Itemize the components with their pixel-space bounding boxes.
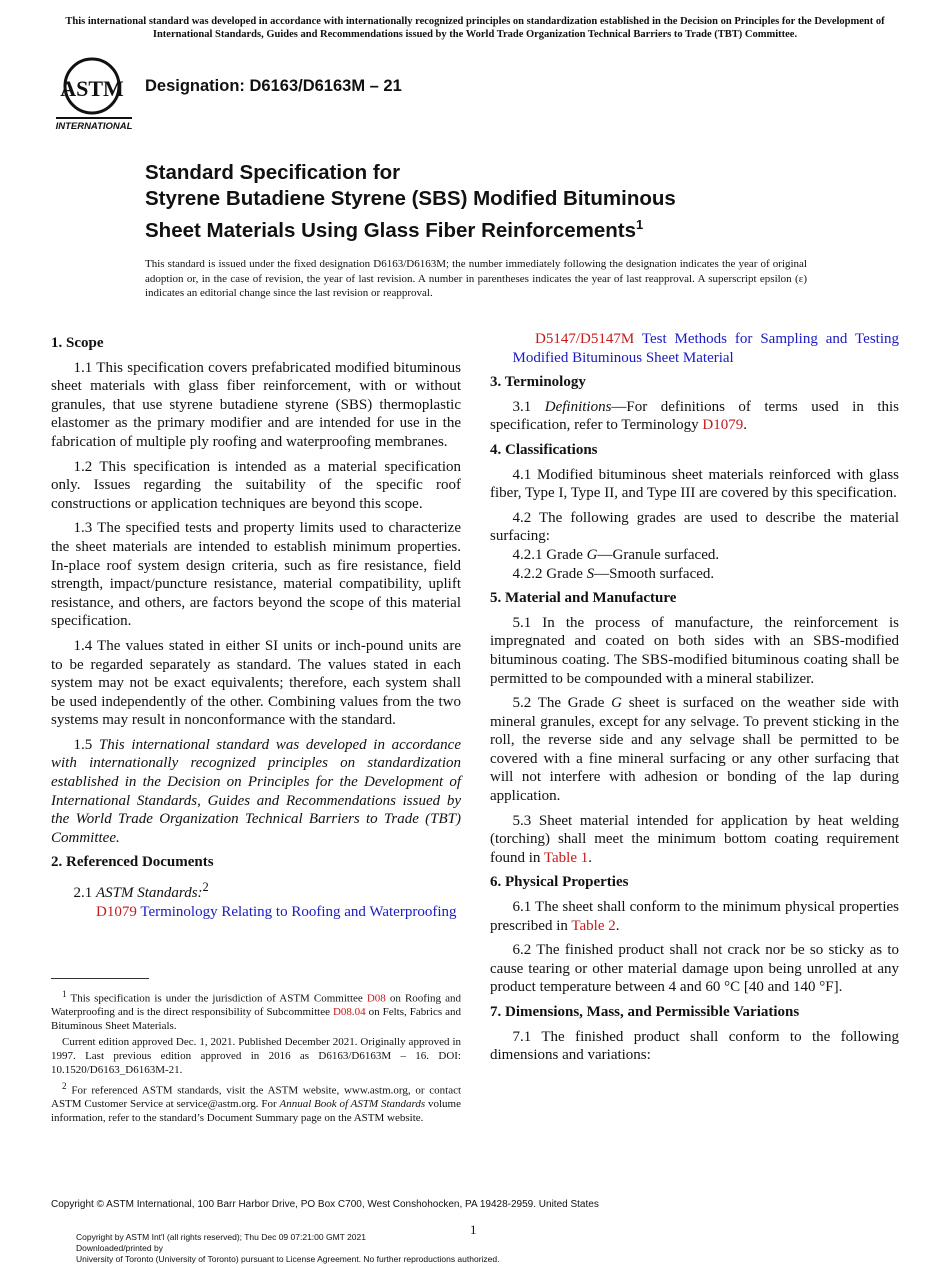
- table-2-link[interactable]: Table 2: [571, 917, 616, 934]
- designation: Designation: D6163/D6163M – 21: [145, 77, 402, 95]
- material-5-3: 5.3 Sheet material intended for application by heat welding (torching) shall meet the minimum bottom coating requirement found in Table 1.: [490, 812, 899, 866]
- copyright-line: Copyright © ASTM International, 100 Barr Harbor Drive, PO Box C700, West Conshohocken, PA 19428-2959. United States: [51, 1199, 599, 1210]
- reference-link-d1079[interactable]: D1079: [96, 903, 137, 920]
- classifications-4-2: 4.2 The following grades are used to describe the material surfacing:: [490, 509, 899, 545]
- dimensions-7-1: 7.1 The finished product shall conform to the following dimensions and variations:: [490, 1028, 899, 1064]
- logo-letters: ASTM: [60, 76, 124, 101]
- left-column: [51, 330, 461, 927]
- download-line-3: University of Toronto (University of Toronto) pursuant to License Agreement. No further reproductions authorized.: [76, 1254, 500, 1264]
- issue-statement: This standard is issued under the fixed designation D6163/D6163M; the number immediately following the designation indicates the year of original adoption or, in the case of revision, the year of last revision. A number in parentheses indicates the year of last reapproval. A superscript epsilon (ε) indicates an editorial change since the last revision or reapproval.: [145, 258, 807, 299]
- physical-6-2: 6.2 The finished product shall not crack nor be so sticky as to cause tearing or other material damage upon being unrolled at any product temperature between 4 and 60 °C [40 and 140 °F].: [490, 942, 899, 996]
- download-notice: [76, 1232, 500, 1265]
- grade-s: 4.2.2 Grade S—Smooth surfaced.: [512, 565, 715, 582]
- section-scope-heading: 1. Scope: [51, 335, 104, 351]
- footnote-2: $^2$ For referenced ASTM standards, visit the ASTM website, www.astm.org, or contact ASTM Customer Service at service@astm.org. For Annual Book of ASTM Standards volume information, refer to the standard’s Document Summary page on the ASTM website.: [51, 1081, 462, 1125]
- terminology-3-1: 3.1 Definitions—For definitions of terms used in this specification, refer to Terminology D1079.: [490, 398, 900, 434]
- section-referenced-heading: 2. Referenced Documents: [51, 854, 214, 871]
- scope-1-4: 1.4 The values stated in either SI units or inch-pound units are to be regarded separately as standard. The values stated in each system may not be exact equivalents; therefore, each system shall be used independently of the other. Combining values from the two systems may result in nonconformance with the standard.: [51, 637, 461, 729]
- section-terminology-heading: 3. Terminology: [490, 374, 586, 391]
- reference-title-link[interactable]: Test Methods for Sampling and Testing Modified Bituminous Sheet Material: [512, 331, 900, 366]
- footnotes: [51, 988, 461, 1129]
- title-line-1: Standard Specification for: [145, 161, 401, 184]
- page-number: 1: [470, 1222, 477, 1237]
- logo-subtitle: INTERNATIONAL: [55, 121, 133, 132]
- footnote-link-d08[interactable]: D08: [366, 992, 386, 1005]
- document-title: [145, 160, 845, 244]
- scope-1-2: 1.2 This specification is intended as a material specification only. Issues regarding the suitability of the specific roof constructions or application techniques are beyond this scope.: [51, 458, 461, 512]
- section-material-heading: 5. Material and Manufacture: [490, 590, 677, 607]
- grade-g: 4.2.1 Grade G—Granule surfaced.: [512, 546, 720, 563]
- material-5-1: 5.1 In the process of manufacture, the reinforcement is impregnated and coated on both sides with an SBS-modified bituminous coating. The SBS-modified bituminous coating shall be permitted to be compounded with a mineral stabilizer.: [490, 614, 899, 687]
- scope-1-3: 1.3 The specified tests and property limits used to characterize the sheet materials are intended to establish minimum properties. In-place roof system design criteria, such as fire resistance, field strength, impact/puncture resistance, material compatibility, uplift resistance, and others, are factors beyond the scope of this material specification.: [51, 520, 461, 630]
- footnote-1-edition: Current edition approved Dec. 1, 2021. Published December 2021. Originally approved in 1997. Last previous edition approved in 2016 as D6163/D6163M – 16. DOI: 10.1520/D6163_D6163M-21.: [51, 1036, 461, 1076]
- terminology-link-d1079[interactable]: D1079: [702, 417, 744, 434]
- scope-1-1: 1.1 This specification covers prefabricated modified bituminous sheet materials with glass fiber reinforcement, with or without granules, that use styrene butadiene styrene (SBS) thermoplastic elastomer as the primary modifier and are intended for use in the fabrication of multiple ply roofing and waterproofing membranes.: [51, 359, 461, 450]
- standards-notice: This international standard was developed in accordance with internationally recognized principles on standardization established in the Decision on Principles for the Development of International Standards, Guides and Recommendations issued by the World Trade Organization Technical Barriers to Trade (TBT) Committee.: [65, 16, 885, 40]
- reference-item: [51, 903, 461, 922]
- referenced-2-1: 2.1 ASTM Standards:$^2$: [73, 880, 209, 902]
- download-line-2: Downloaded/printed by: [76, 1243, 163, 1253]
- right-column: [490, 330, 899, 1071]
- material-5-2: 5.2 The Grade G sheet is surfaced on the weather side with mineral granules, except for any selvage. To prevent sticking in the roll, the reverse side and any selvage shall be permitted to be covered with a fine mineral surfacing or any other surfacing that will not interfere with adhesion or bonding of the lap during application.: [490, 695, 900, 805]
- reference-link-d5147[interactable]: D5147/D5147M: [535, 331, 635, 347]
- reference-title-link[interactable]: Terminology Relating to Roofing and Waterproofing: [140, 903, 457, 920]
- footnote-link-d0804[interactable]: D08.04: [332, 1006, 366, 1019]
- section-classifications-heading: 4. Classifications: [490, 441, 598, 458]
- astm-logo-icon: [52, 56, 136, 134]
- title-line-3: Sheet Materials Using Glass Fiber Reinforcements$^1$: [145, 217, 644, 242]
- footnote-1: $^1$ This specification is under the jurisdiction of ASTM Committee D08 on Roofing and Waterproofing and is the direct responsibility of Subcommittee D08.04 on Felts, Fabrics and Bituminous Sheet Materials.: [51, 989, 461, 1032]
- classifications-4-1: 4.1 Modified bituminous sheet materials reinforced with glass fiber, Type I, Type II, and Type III are covered by this specification.: [490, 466, 899, 502]
- title-line-2: Styrene Butadiene Styrene (SBS) Modified Bituminous: [145, 187, 676, 210]
- astm-logo: [52, 56, 136, 134]
- section-physical-heading: 6. Physical Properties: [490, 874, 629, 891]
- physical-6-1: 6.1 The sheet shall conform to the minimum physical properties prescribed in Table 2.: [490, 899, 899, 934]
- title-footnote-mark: 1: [636, 217, 644, 232]
- reference-item: [490, 330, 899, 367]
- footnote-divider: [51, 978, 149, 979]
- download-line-1: Copyright by ASTM Int'l (all rights reserved); Thu Dec 09 07:21:00 GMT 2021: [76, 1232, 366, 1242]
- table-1-link[interactable]: Table 1: [543, 849, 589, 866]
- scope-1-5: 1.5 This international standard was developed in accordance with internationally recognized principles on standardization established in the Decision on Principles for the Development of International Standards, Guides and Recommendations issued by the World Trade Organization Technical Barriers to Trade (TBT) Committee.: [51, 736, 462, 846]
- section-dimensions-heading: 7. Dimensions, Mass, and Permissible Variations: [490, 1004, 800, 1020]
